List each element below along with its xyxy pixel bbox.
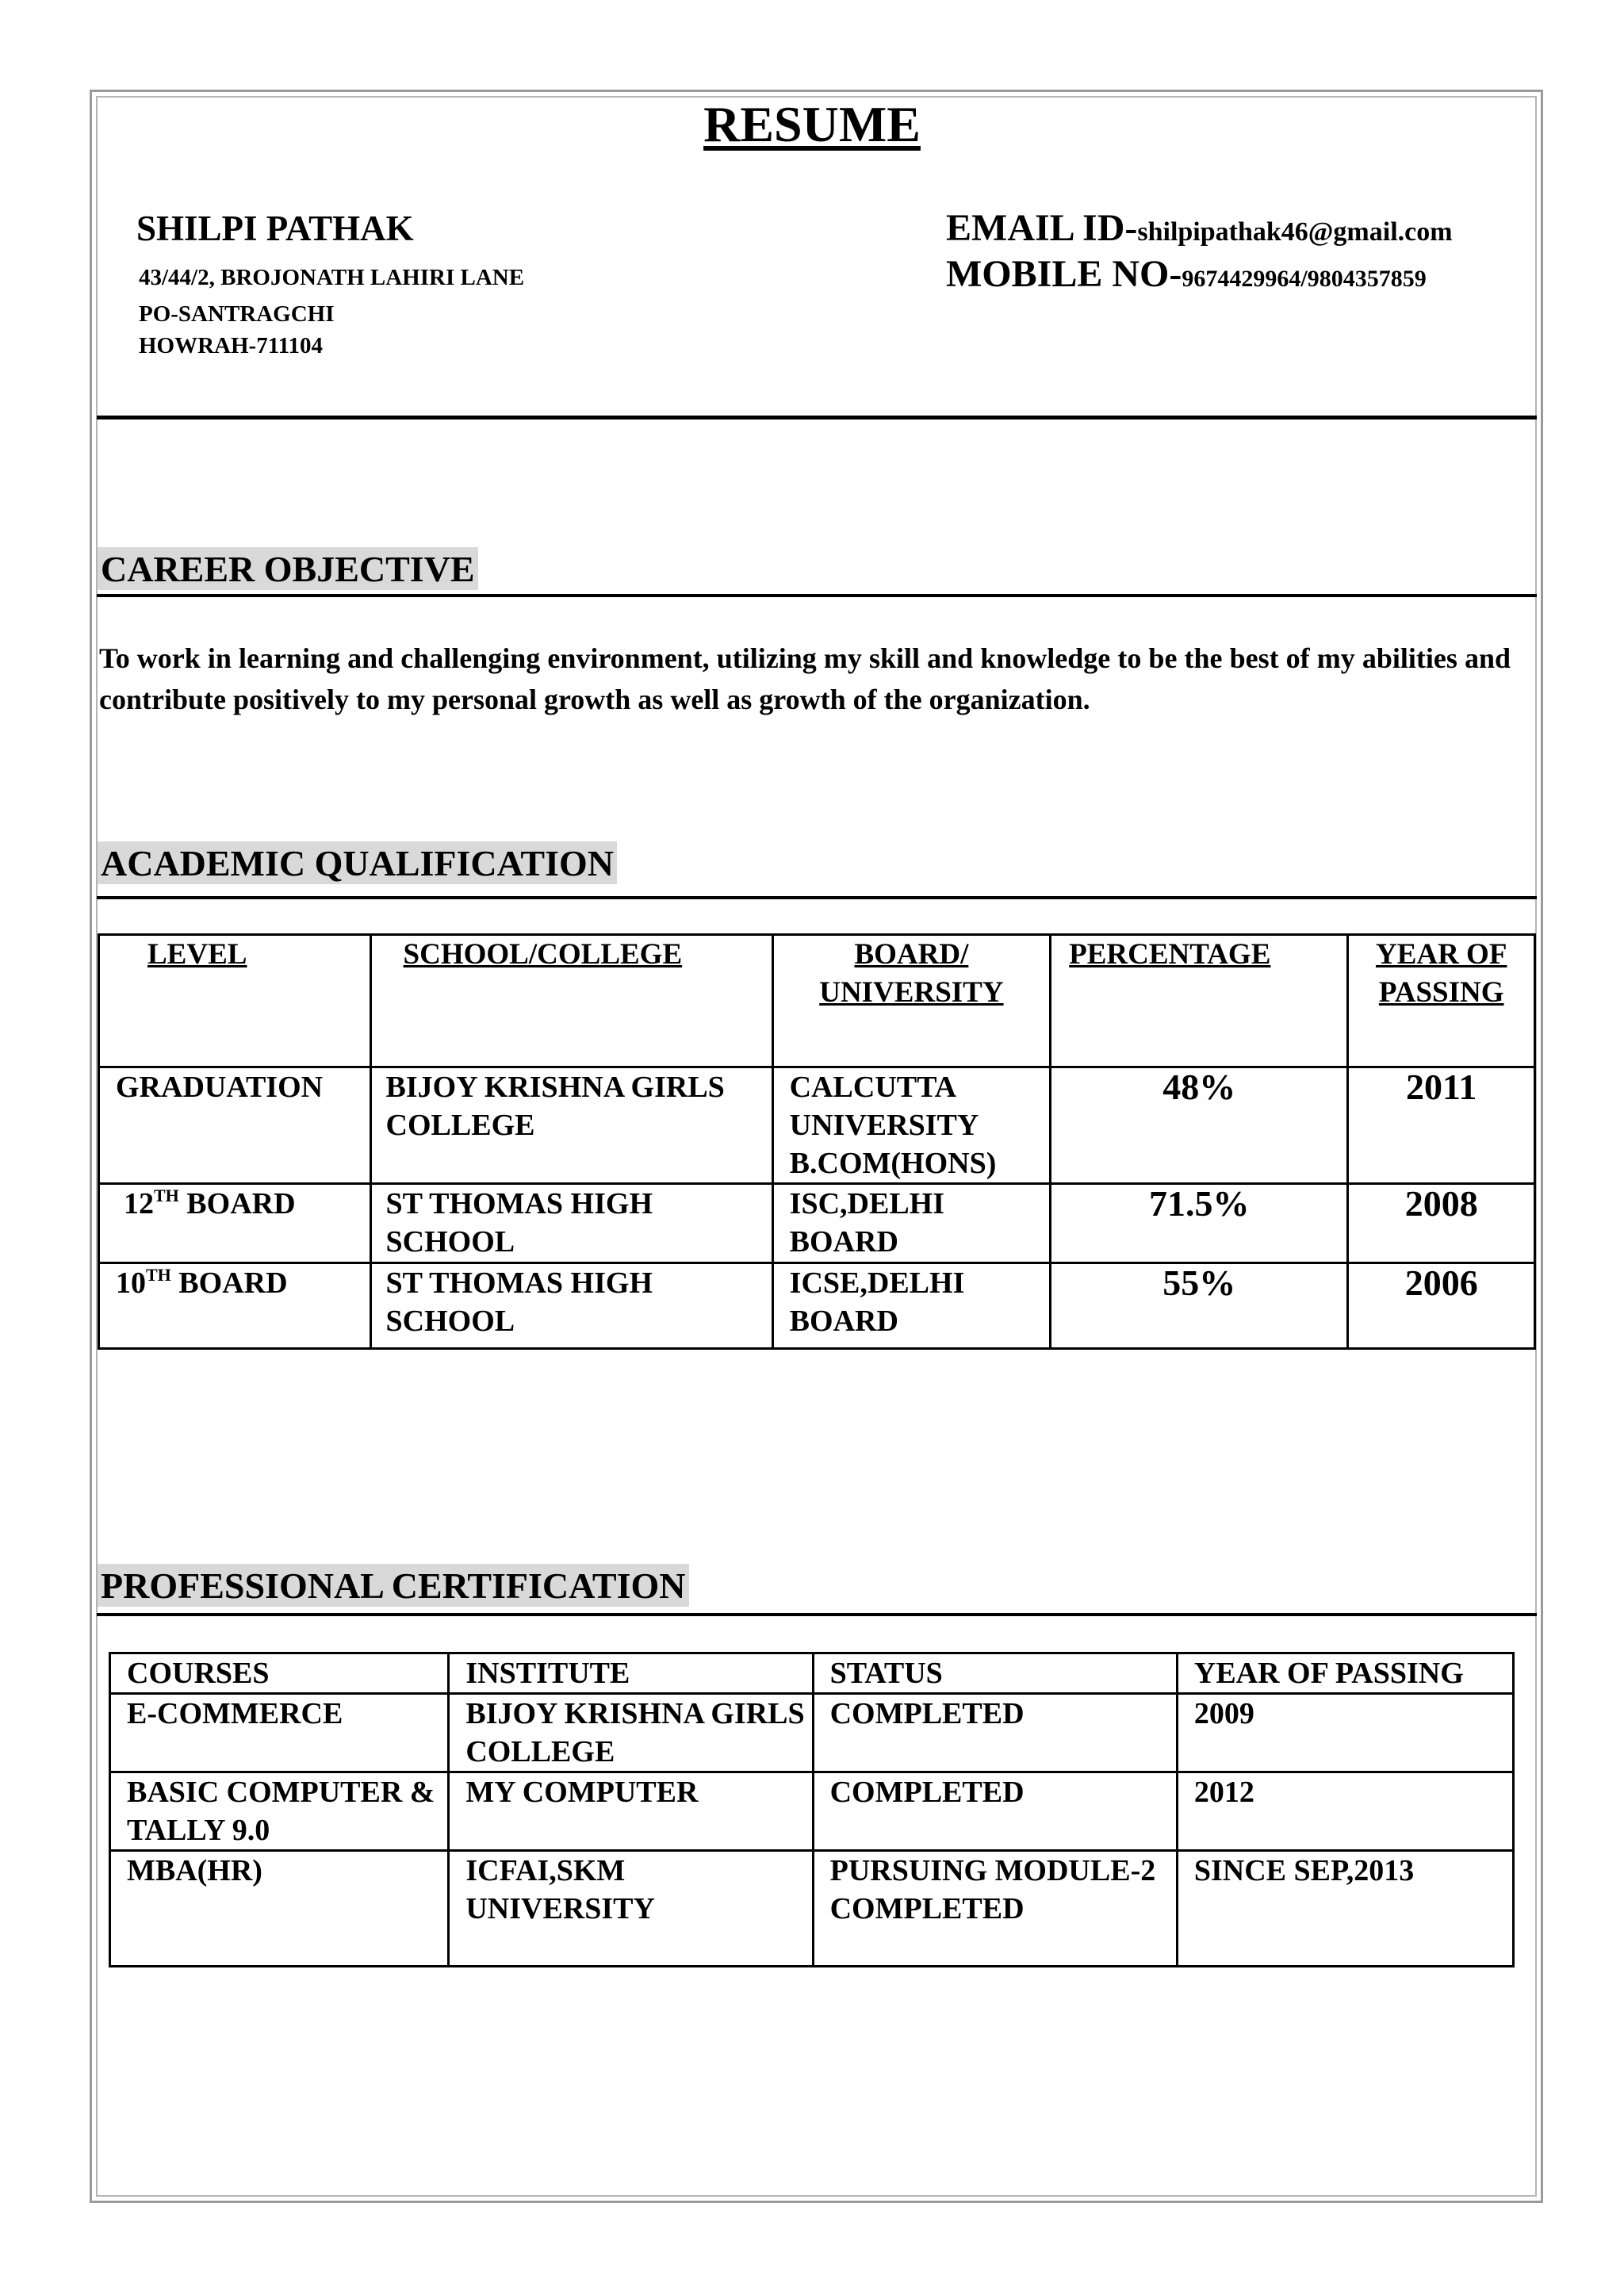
school-cell: BIJOY KRISHNA GIRLS COLLEGE (370, 1067, 772, 1184)
mobile-label: MOBILE NO- (946, 253, 1182, 295)
address-line-3: HOWRAH-711104 (139, 333, 324, 358)
email-value: shilpipathak46@gmail.com (1137, 217, 1453, 247)
col-institute: INSTITUTE (449, 1653, 813, 1694)
course-cell: MBA(HR) (110, 1851, 449, 1967)
year-cell: 2011 (1348, 1067, 1535, 1184)
level-cell (99, 1263, 371, 1349)
level-cell (99, 1067, 371, 1184)
level-superscript: TH (146, 1265, 171, 1285)
table-row (110, 1694, 1514, 1772)
table-row (110, 1851, 1514, 1967)
academic-header-row (99, 935, 1535, 1067)
col-year: YEAR OF PASSING (1348, 935, 1535, 1067)
year-cell: 2006 (1348, 1263, 1535, 1349)
candidate-name: SHILPI PATHAK (136, 209, 414, 248)
year-cell: 2012 (1177, 1772, 1513, 1851)
level-suffix: BOARD (178, 1187, 296, 1220)
institute-cell: ICFAI,SKM UNIVERSITY (449, 1851, 813, 1967)
mobile-line (946, 252, 1427, 296)
certification-rule (97, 1613, 1537, 1616)
col-courses: COURSES (110, 1653, 449, 1694)
table-row (110, 1772, 1514, 1851)
academic-table (98, 933, 1536, 1350)
resume-title: RESUME (703, 96, 921, 152)
career-objective-heading: CAREER OBJECTIVE (98, 547, 478, 590)
address-line-1: 43/44/2, BROJONATH LAHIRI LANE (139, 265, 525, 290)
institute-cell: BIJOY KRISHNA GIRLS COLLEGE (449, 1694, 813, 1772)
course-cell: E-COMMERCE (110, 1694, 449, 1772)
level-number: 12 (124, 1187, 154, 1220)
address-line-2: PO-SANTRAGCHI (139, 301, 335, 327)
level-suffix: BOARD (170, 1266, 288, 1300)
col-year-of-passing: YEAR OF PASSING (1177, 1653, 1513, 1694)
header-divider (97, 416, 1537, 420)
year-cell: 2008 (1348, 1184, 1535, 1263)
academic-heading: ACADEMIC QUALIFICATION (98, 841, 617, 884)
table-row (99, 1067, 1535, 1184)
percentage-cell: 48% (1051, 1067, 1348, 1184)
school-cell: ST THOMAS HIGH SCHOOL (370, 1263, 772, 1349)
col-status: STATUS (813, 1653, 1177, 1694)
level-superscript: TH (154, 1186, 179, 1205)
level-text: GRADUATION (116, 1071, 324, 1104)
mobile-value: 9674429964/9804357859 (1182, 266, 1427, 292)
table-row (99, 1184, 1535, 1263)
status-cell: COMPLETED (813, 1772, 1177, 1851)
certification-table (109, 1652, 1515, 1967)
course-cell: BASIC COMPUTER & TALLY 9.0 (110, 1772, 449, 1851)
academic-rule (97, 896, 1537, 899)
level-cell (99, 1184, 371, 1263)
percentage-cell: 55% (1051, 1263, 1348, 1349)
certification-header-row (110, 1653, 1514, 1694)
certification-heading: PROFESSIONAL CERTIFICATION (98, 1564, 689, 1607)
col-percentage: PERCENTAGE (1051, 935, 1348, 1067)
board-cell: ICSE,DELHI BOARD (772, 1263, 1050, 1349)
institute-cell: MY COMPUTER (449, 1772, 813, 1851)
status-cell: COMPLETED (813, 1694, 1177, 1772)
col-level: LEVEL (99, 935, 371, 1067)
email-line (946, 206, 1453, 250)
year-cell: SINCE SEP,2013 (1177, 1851, 1513, 1967)
career-objective-text: To work in learning and challenging environment, utilizing my skill and knowledge to be the best of my abilities and contribute positively to my personal growth as well as growth of the organization. (99, 642, 1511, 715)
career-objective-rule (97, 594, 1537, 597)
level-number: 10 (116, 1266, 146, 1300)
percentage-cell: 71.5% (1051, 1184, 1348, 1263)
col-school: SCHOOL/COLLEGE (370, 935, 772, 1067)
col-board: BOARD/ UNIVERSITY (772, 935, 1050, 1067)
year-cell: 2009 (1177, 1694, 1513, 1772)
table-row (99, 1263, 1535, 1349)
status-cell: PURSUING MODULE-2 COMPLETED (813, 1851, 1177, 1967)
board-cell: ISC,DELHI BOARD (772, 1184, 1050, 1263)
school-cell: ST THOMAS HIGH SCHOOL (370, 1184, 772, 1263)
email-label: EMAIL ID- (946, 207, 1138, 249)
board-cell: CALCUTTA UNIVERSITY B.COM(HONS) (772, 1067, 1050, 1184)
